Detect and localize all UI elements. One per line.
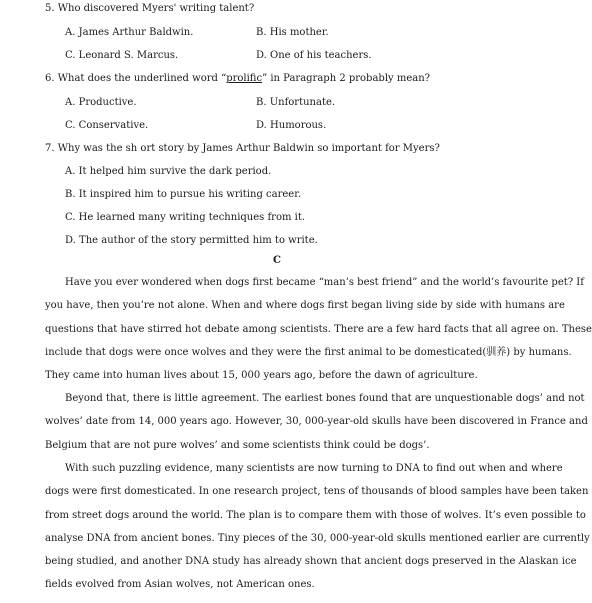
option-letter: D.: [65, 235, 76, 246]
question-6-stem: [45, 73, 430, 85]
passage-line: you have, then you’re not alone. When and where dogs first began living side by side with humans are: [45, 300, 565, 312]
option-b: [256, 27, 329, 39]
option-text: Conservative.: [78, 120, 149, 131]
question-text: Who discovered Myers' writing talent?: [57, 3, 255, 14]
option-text: He learned many writing techniques from it.: [78, 212, 306, 223]
question-7-stem: [45, 143, 440, 155]
passage-line: being studied, and another DNA study has already shown that ancient dogs preserved in the Alaskan ice: [45, 556, 577, 568]
option-text: Leonard S. Marcus.: [78, 50, 179, 61]
option-text: James Arthur Baldwin.: [78, 27, 194, 38]
passage-paragraph-2: [45, 393, 588, 463]
option-text: It helped him survive the dark period.: [78, 166, 272, 177]
question-text-before: What does the underlined word “: [57, 73, 227, 84]
option-d: [65, 235, 318, 247]
option-text: It inspired him to pursue his writing career.: [78, 189, 302, 200]
option-letter: C.: [65, 120, 76, 131]
question-number: 6.: [45, 73, 55, 84]
passage-paragraph-3: [45, 463, 590, 603]
passage-line: questions that have stirred hot debate among scientists. There are a few hard facts that all agree on. These: [45, 323, 592, 335]
option-letter: D.: [256, 120, 267, 131]
option-c: [65, 50, 178, 62]
question-text-after: ” in Paragraph 2 probably mean?: [262, 73, 431, 84]
passage-line: include that dogs were once wolves and they were the first animal to be domesticated(驯养) by humans.: [45, 346, 572, 358]
passage-line: dogs were first domesticated. In one research project, tens of thousands of blood samples have been taken: [45, 486, 589, 498]
option-letter: A.: [65, 97, 76, 108]
question-text: Why was the sh ort story by James Arthur Baldwin so important for Myers?: [57, 143, 440, 154]
section-title: C: [273, 255, 281, 266]
passage-line: fields evolved from Asian wolves, not American ones.: [45, 579, 315, 591]
option-c: [65, 120, 148, 132]
passage-line: Have you ever wondered when dogs first became “man’s best friend” and the world’s favourite pet? If: [65, 277, 584, 288]
option-d: [256, 50, 372, 62]
option-letter: A.: [65, 166, 76, 177]
passage-line: analyse DNA from ancient bones. Tiny pieces of the 30, 000-year-old skulls mentioned earlier are currently: [45, 532, 590, 544]
option-letter: D.: [256, 50, 267, 61]
option-c: [65, 212, 305, 224]
passage-line: With such puzzling evidence, many scientists are now turning to DNA to find out when and where: [65, 463, 563, 474]
option-text: The author of the story permitted him to write.: [79, 235, 318, 246]
question-number: 5.: [45, 3, 55, 14]
option-a: [65, 166, 271, 178]
option-d: [256, 120, 326, 132]
question-number: 7.: [45, 143, 55, 154]
question-5-stem: [45, 3, 254, 15]
option-text: Humorous.: [270, 120, 327, 131]
option-letter: C.: [65, 212, 76, 223]
option-letter: B.: [65, 189, 76, 200]
option-text: Productive.: [78, 97, 137, 108]
passage-line: Belgium that are not pure wolves’ and some scientists think could be dogs’.: [45, 439, 430, 451]
option-letter: C.: [65, 50, 76, 61]
passage-line: Beyond that, there is little agreement. The earliest bones found that are unquestionable dogs’ and not: [65, 393, 585, 404]
option-a: [65, 27, 193, 39]
option-text: Unfortunate.: [269, 97, 336, 108]
option-letter: A.: [65, 27, 76, 38]
option-letter: B.: [256, 27, 267, 38]
option-text: His mother.: [269, 27, 329, 38]
option-b: [256, 97, 335, 109]
option-letter: B.: [256, 97, 267, 108]
passage-line: They came into human lives about 15, 000 years ago, before the dawn of agriculture.: [45, 370, 478, 382]
option-b: [65, 189, 301, 201]
passage-paragraph-1: [45, 277, 592, 393]
passage-line: from street dogs around the world. The plan is to compare them with those of wolves. It’s even possible to: [45, 509, 586, 521]
passage-line: wolves’ date from 14, 000 years ago. However, 30, 000-year-old skulls have been discovered in France and: [45, 416, 588, 428]
underlined-word: prolific: [226, 73, 263, 84]
option-text: One of his teachers.: [270, 50, 372, 61]
option-a: [65, 97, 137, 109]
